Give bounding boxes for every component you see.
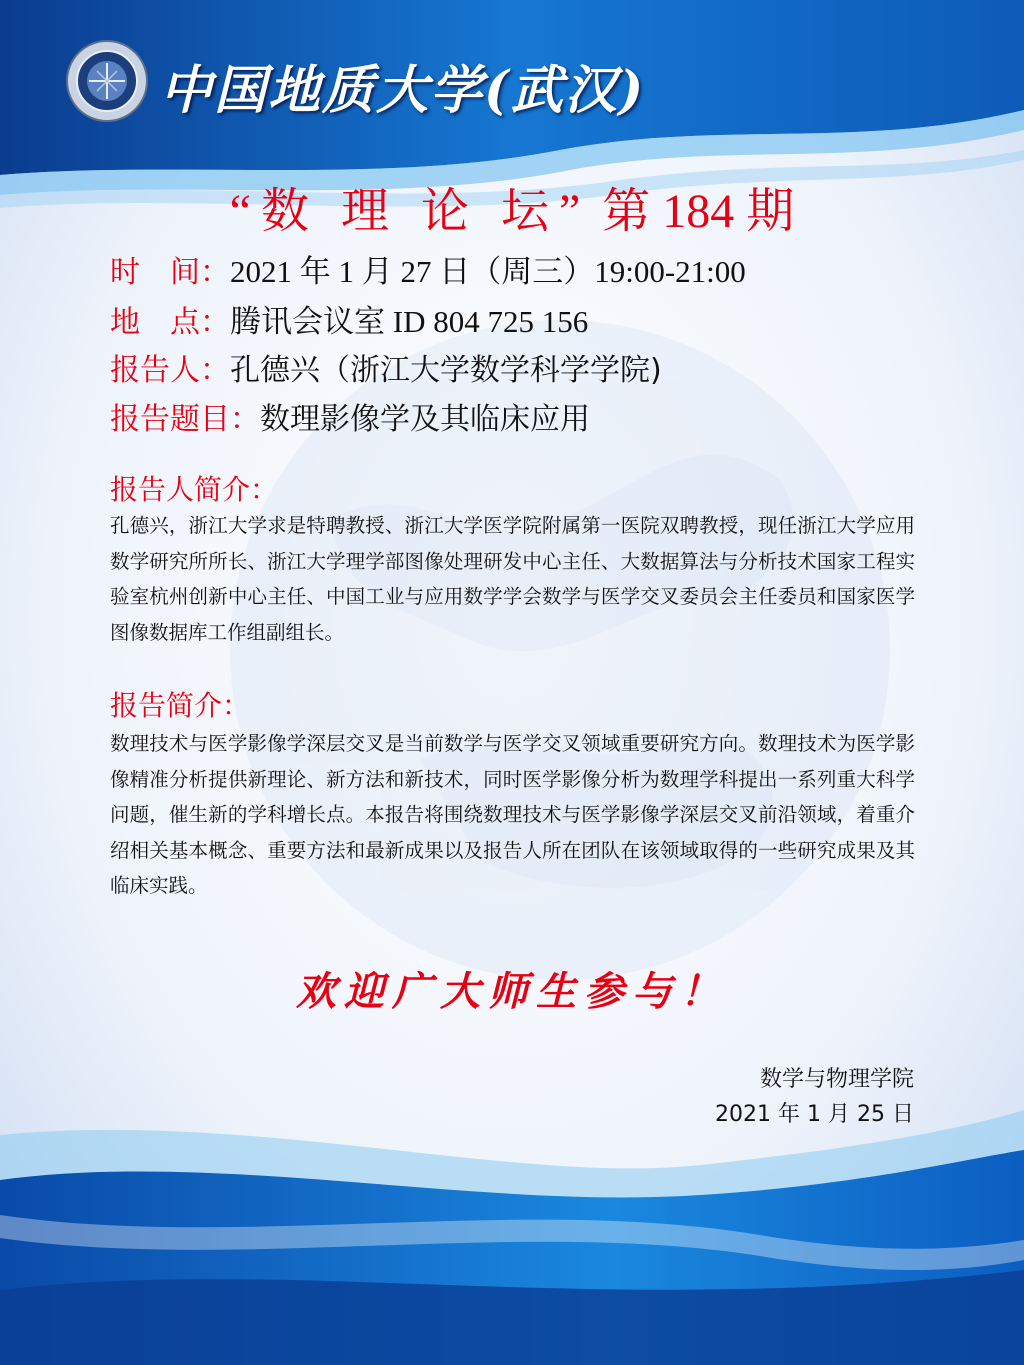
- info-topic-label: 报告题目：: [110, 402, 260, 437]
- report-intro-text: 数理技术与医学影像学深层交叉是当前数学与医学交叉领域重要研究方向。数理技术为医学影像精准分析提供新理论、新方法和新技术，同时医学影像分析为数理学科提出一系列重大科学问题，催生新的学科增长点。本报告将围绕数理技术与医学影像学深层交叉前沿领域，着重介绍相关基本概念、重要方法和最新成果以及报告人所在团队在该领域取得的一些研究成果及其临床实践。: [110, 732, 915, 897]
- university-name: 中国地质大学(武汉): [160, 60, 646, 121]
- speaker-intro-text: 孔德兴，浙江大学求是特聘教授、浙江大学医学院附属第一医院双聘教授，现任浙江大学应用数学研究所所长、浙江大学理学部图像处理研发中心主任、大数据算法与分析技术国家工程实验室杭州创新中心主任、中国工业与应用数学学会数学与医学交叉委员会主任委员和国家医学图像数据库工作组副组长。: [110, 514, 915, 644]
- info-time: [110, 246, 746, 291]
- info-topic-value: 数理影像学及其临床应用: [260, 402, 590, 437]
- speaker-intro-heading: 报告人简介：: [110, 473, 279, 506]
- welcome-message: 欢迎广大师生参与！: [296, 968, 728, 1015]
- info-topic: [110, 394, 590, 438]
- forum-title-main: “数 理 论 坛”: [229, 185, 591, 238]
- info-time-value: 2021 年 1 月 27 日（周三）19:00-21:00: [230, 254, 746, 289]
- forum-title: [0, 172, 1024, 241]
- info-speaker-label: 报告人：: [110, 353, 230, 388]
- forum-title-issue: 第 184 期: [602, 185, 795, 238]
- university-logo-icon: [66, 40, 148, 122]
- info-location: [110, 296, 588, 341]
- info-location-value: 腾讯会议室 ID 804 725 156: [230, 304, 589, 339]
- info-time-label: 时 间：: [110, 255, 230, 290]
- footer-organizer: 数学与物理学院: [759, 1067, 914, 1092]
- info-location-label: 地 点：: [110, 305, 230, 340]
- info-speaker: [110, 345, 662, 389]
- footer-date: 2021 年 1 月 25 日: [715, 1102, 914, 1127]
- report-intro-heading: 报告简介：: [110, 689, 251, 722]
- info-speaker-value: 孔德兴（浙江大学数学科学学院): [230, 353, 662, 388]
